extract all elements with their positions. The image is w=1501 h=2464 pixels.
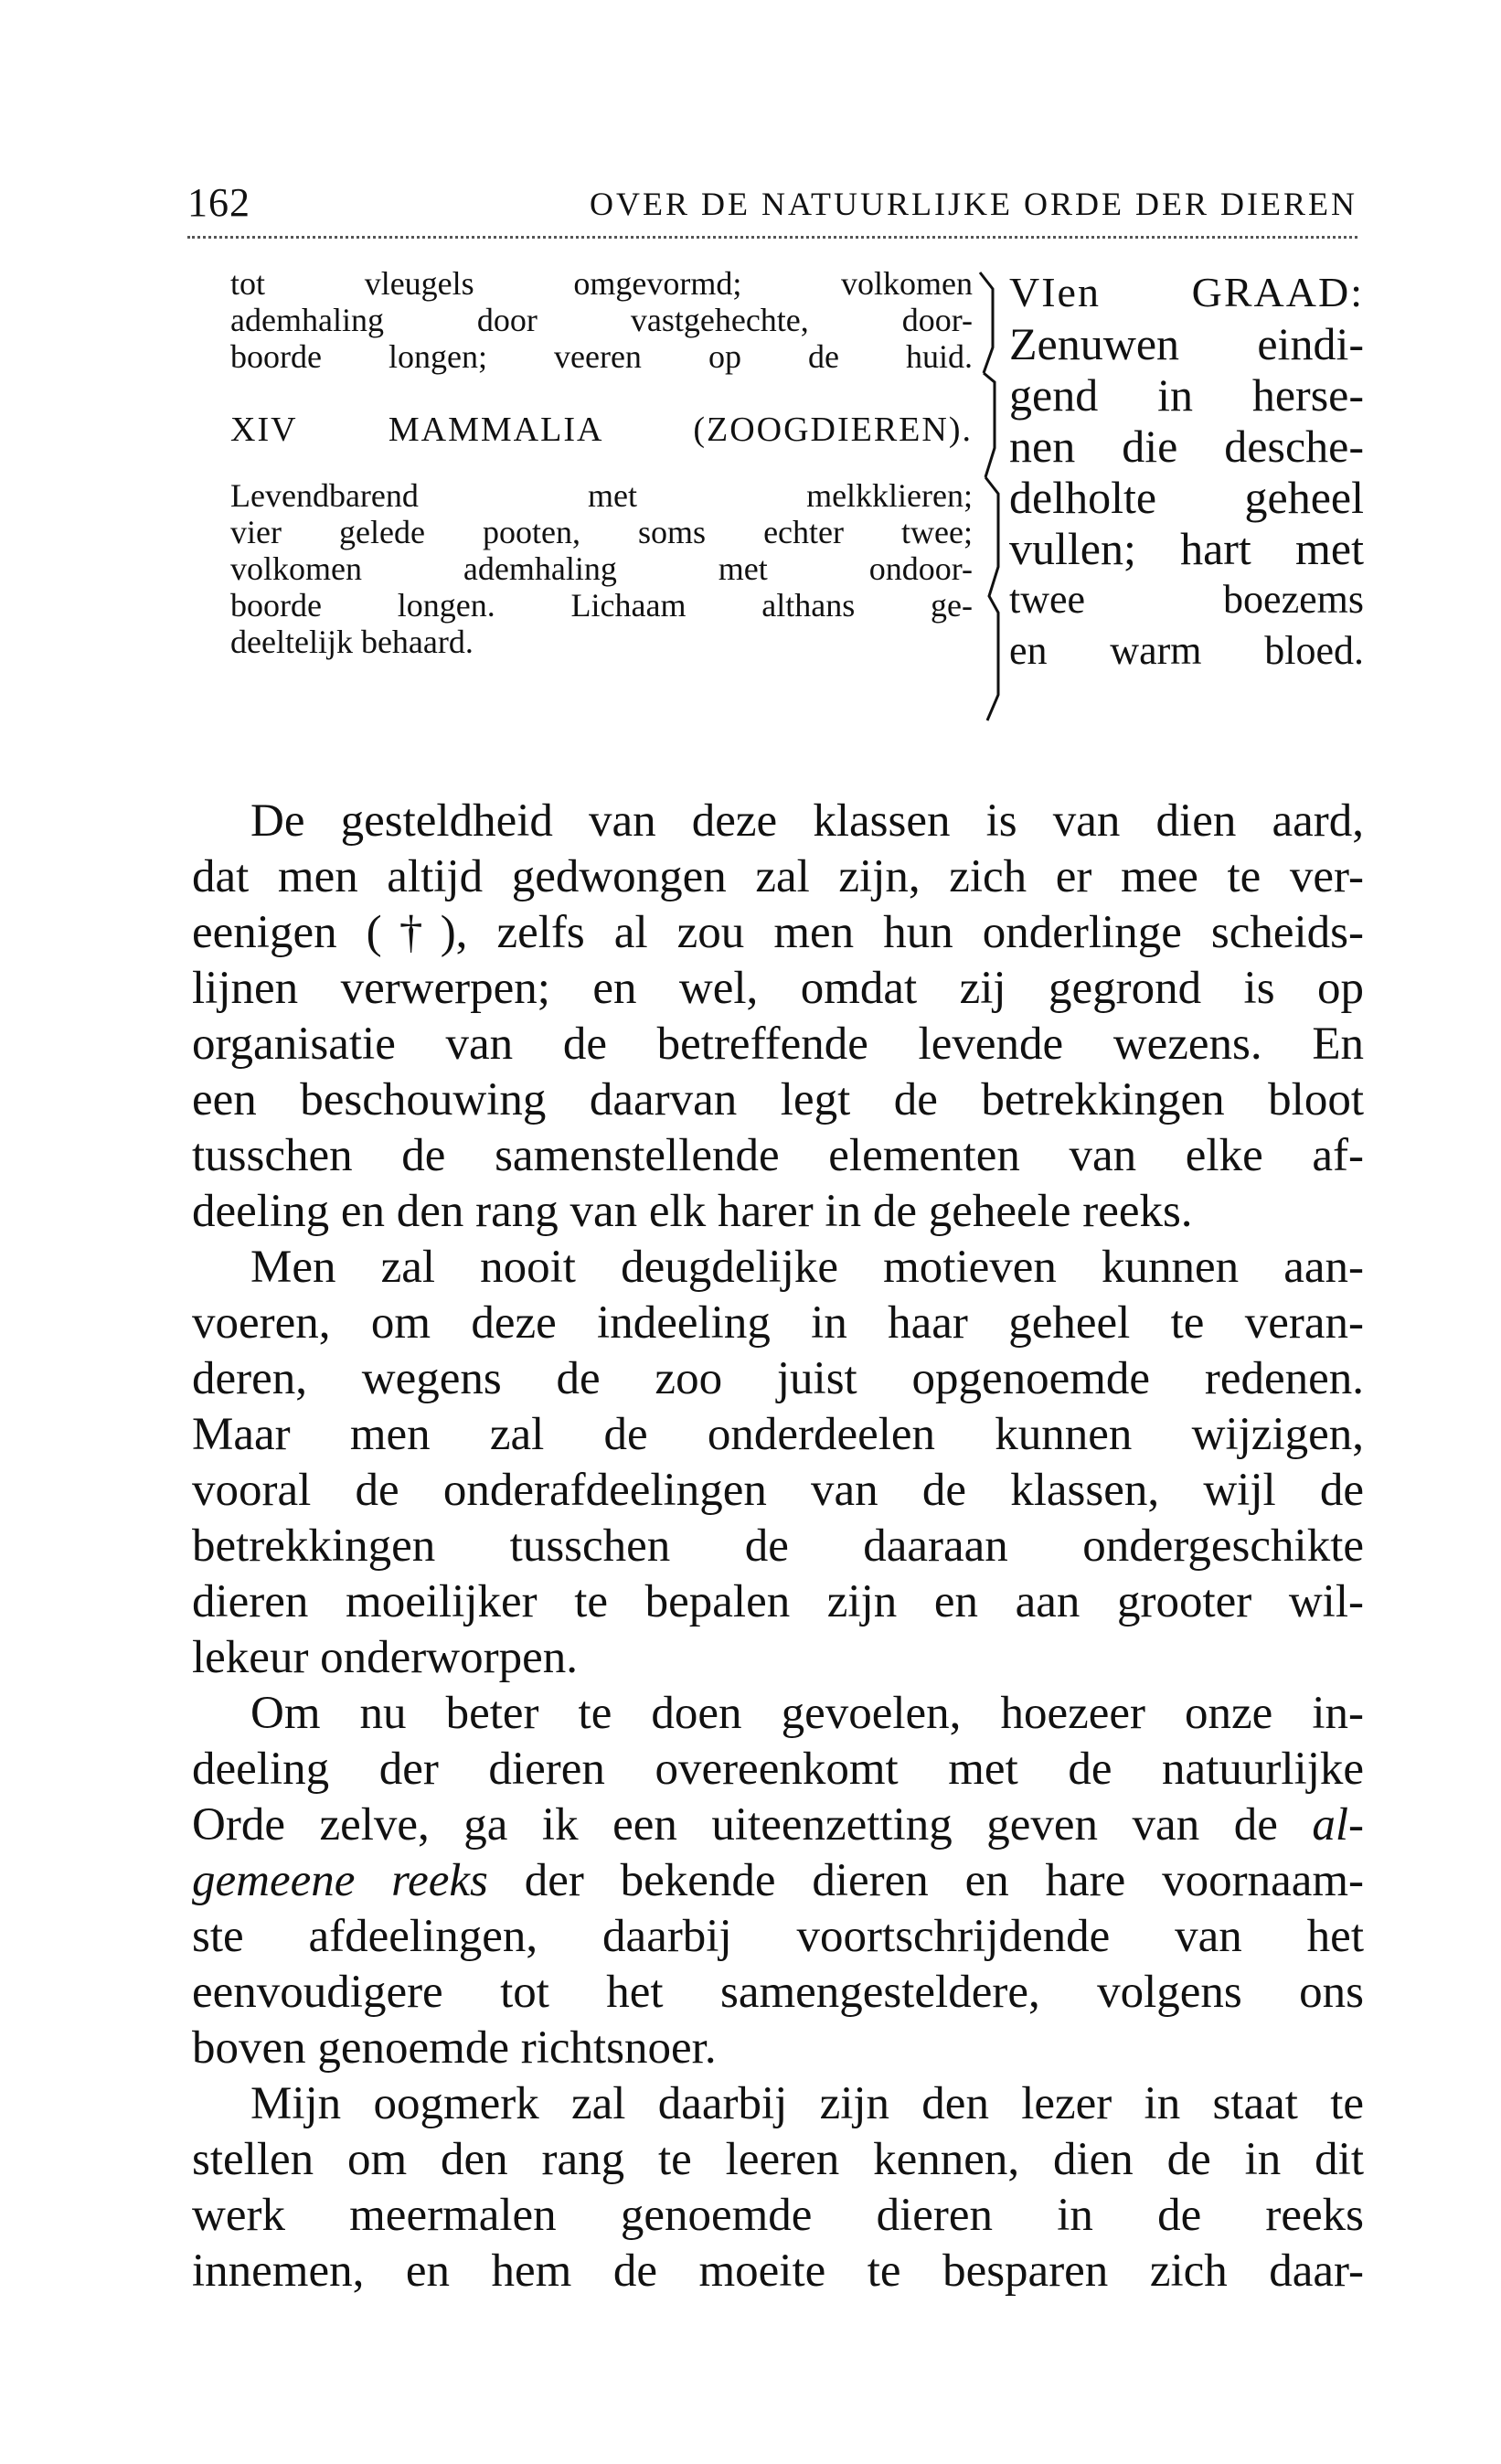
grade-line: delholte geheel	[1009, 472, 1364, 523]
text-line: betrekkingen tusschen de daaraan ondergeschikte	[192, 1520, 1364, 1572]
text-line: lekeur onderworpen.	[192, 1632, 578, 1683]
text-line: dat men altijd gedwongen zal zijn, zich er mee te ver-	[192, 851, 1364, 902]
text-line: deren, wegens de zoo juist opgenoemde redenen.	[192, 1353, 1364, 1404]
brace-lower	[985, 477, 998, 720]
text-line: een beschouwing daarvan legt de betrekkingen bloot	[192, 1074, 1364, 1125]
text-line: Men zal nooit deugdelijke motieven kunnen aan-	[250, 1242, 1364, 1293]
grade-line: Zenuwen eindi-	[1009, 318, 1364, 369]
description-line: tot vleugels omgevormd; volkomen	[230, 265, 973, 302]
description-line: volkomen ademhaling met ondoor-	[230, 550, 973, 587]
italic-term: gemeene reeks	[192, 1855, 488, 1906]
text-line: organisatie van de betreffende levende wezens. En	[192, 1019, 1364, 1070]
description-line: Levendbarend met melkklieren;	[230, 477, 973, 514]
text-segment: der bekende dieren en hare voornaam-	[487, 1855, 1364, 1906]
text-line: ste afdeelingen, daarbij voortschrijdende van het	[192, 1911, 1364, 1962]
grade-line: vullen; hart met	[1009, 523, 1364, 574]
text-line	[192, 1853, 1364, 1909]
text-line: boven genoemde richtsnoer.	[192, 2022, 717, 2074]
grade-description	[1009, 267, 1364, 677]
text-line: Om nu beter te doen gevoelen, hoezeer onze in-	[250, 1688, 1364, 1739]
text-line: vooral de onderafdeelingen van de klassen, wijl de	[192, 1465, 1364, 1516]
text-line	[192, 1797, 1364, 1853]
grade-line: twee boezems	[1009, 577, 1364, 622]
text-segment: Orde zelve, ga ik een uiteenzetting geven van de	[192, 1799, 1313, 1851]
brace-upper	[980, 272, 993, 373]
grade-line: nen die desche-	[1009, 421, 1364, 472]
running-header	[187, 179, 1357, 234]
text-line: Mijn oogmerk zal daarbij zijn den lezer in staat te	[250, 2078, 1364, 2129]
text-line: tusschen de samenstellende elementen van elke af-	[192, 1130, 1364, 1181]
grade-heading: VIen GRAAD:	[1009, 269, 1364, 315]
description-line: deeltelijk behaard.	[230, 624, 474, 660]
text-line: dieren moeilijker te bepalen zijn en aan grooter wil-	[192, 1576, 1364, 1627]
brace-mid	[984, 373, 995, 477]
paragraph	[192, 2076, 1364, 2299]
text-line: stellen om den rang te leeren kennen, dien de in dit	[192, 2134, 1364, 2185]
text-line: deeling der dieren overeenkomt met de natuurlijke	[192, 1744, 1364, 1795]
text-line: voeren, om deze indeeling in haar geheel te veran-	[192, 1297, 1364, 1349]
italic-term: al-	[1312, 1799, 1364, 1851]
paragraph	[192, 1240, 1364, 1686]
header-dotted-rule	[187, 236, 1357, 239]
text-line: eenigen (†), zelfs al zou men hun onderlinge scheids-	[192, 907, 1364, 958]
paragraph	[192, 1686, 1364, 2076]
running-title: OVER DE NATUURLIJKE ORDE DER DIEREN	[590, 186, 1357, 222]
paragraph	[192, 794, 1364, 1240]
grade-line: gend in herse-	[1009, 369, 1364, 421]
text-line: werk meermalen genoemde dieren in de reeks	[192, 2190, 1364, 2241]
text-line: lijnen verwerpen; en wel, omdat zij gegrond is op	[192, 963, 1364, 1014]
description-line: vier gelede pooten, soms echter twee;	[230, 514, 973, 550]
description-line: boorde longen; veeren op de huid.	[230, 338, 973, 375]
class-description	[230, 265, 973, 660]
text-line: Maar men zal de onderdeelen kunnen wijzigen,	[192, 1409, 1364, 1460]
page-number: 162	[187, 180, 250, 225]
class-heading: XIV MAMMALIA (ZOOGDIEREN).	[230, 411, 973, 449]
grouping-brace	[976, 265, 1009, 722]
text-line: deeling en den rang van elk harer in de geheele reeks.	[192, 1186, 1193, 1237]
text-line: innemen, en hem de moeite te besparen zich daar-	[192, 2245, 1364, 2297]
grade-line: en warm bloed.	[1009, 628, 1364, 673]
text-line: De gesteldheid van deze klassen is van dien aard,	[250, 795, 1364, 847]
description-line: ademhaling door vastgehechte, door-	[230, 302, 973, 338]
description-line: boorde longen. Lichaam althans ge-	[230, 587, 973, 624]
text-line: eenvoudigere tot het samengesteldere, volgens ons	[192, 1967, 1364, 2018]
body-text	[192, 794, 1364, 2299]
